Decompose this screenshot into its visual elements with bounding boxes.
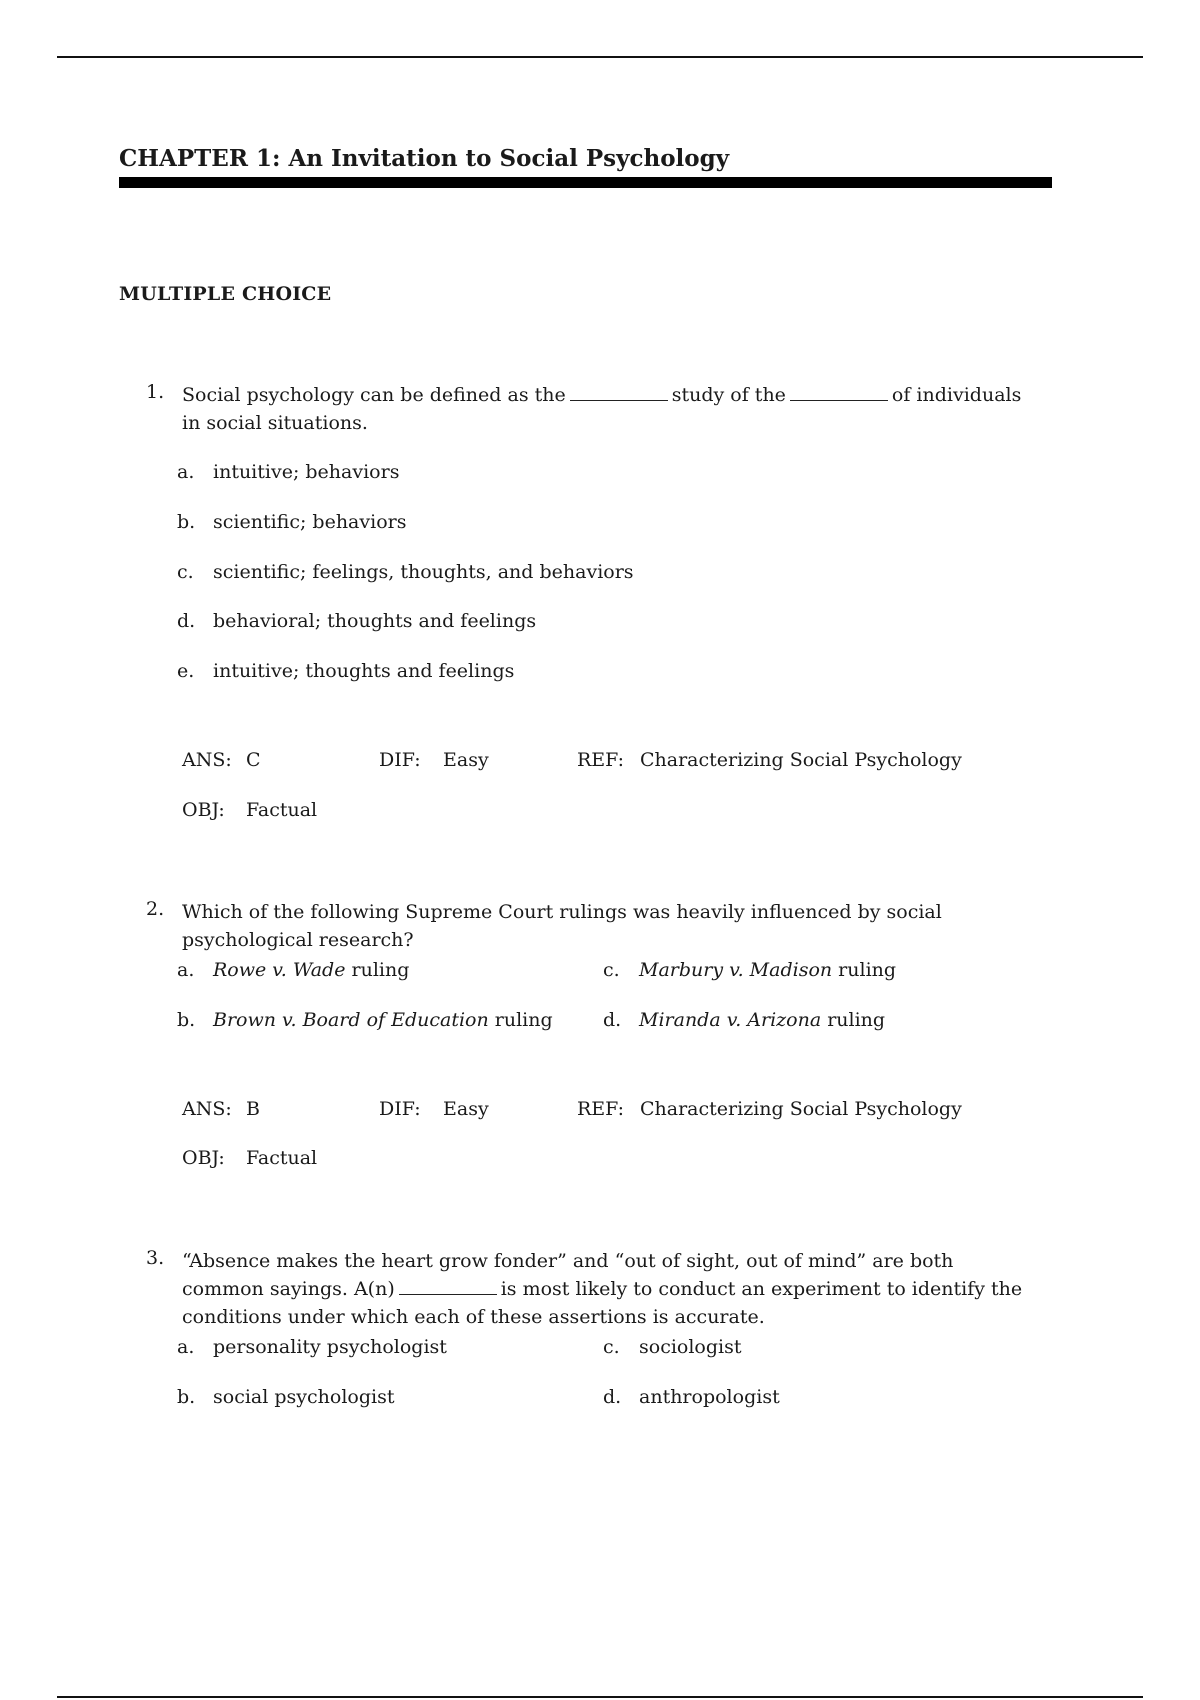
question-1-text-part3: of individuals in social situations.: [182, 384, 1022, 434]
question-2-dif-label: DIF:: [379, 1098, 421, 1120]
question-3-text: [182, 1247, 1032, 1331]
question-2-ref-label: REF:: [577, 1098, 625, 1120]
question-1-text-part2: study of the: [671, 384, 786, 406]
question-2-option-c: c. Marbury v. Madison ruling: [603, 959, 897, 981]
question-1-blank-1: [570, 400, 668, 401]
question-3-text-part2: is most likely to conduct an experiment to identify the conditions under which each of these assertions is accurate.: [182, 1278, 1023, 1328]
question-3-text-part1: “Absence makes the heart grow fonder” and “out of sight, out of mind” are both common sayings. A(n): [182, 1250, 954, 1300]
question-2-text: Which of the following Supreme Court rulings was heavily influenced by social psychological research?: [182, 901, 942, 951]
question-2-ans-label: ANS:: [182, 1098, 232, 1120]
question-2-number: 2.: [146, 898, 165, 920]
question-1-option-a: a. intuitive; behaviors: [177, 461, 400, 483]
question-3-option-d: d. anthropologist: [603, 1386, 780, 1408]
section-heading: MULTIPLE CHOICE: [119, 283, 332, 305]
question-3-number: 3.: [146, 1247, 165, 1269]
question-2-option-d: d. Miranda v. Arizona ruling: [603, 1009, 886, 1031]
question-1-option-d: d. behavioral; thoughts and feelings: [177, 610, 537, 632]
question-1-ref-label: REF:: [577, 749, 625, 771]
question-1-option-c: c. scientific; feelings, thoughts, and behaviors: [177, 561, 634, 583]
question-2-obj-value: Factual: [246, 1147, 318, 1169]
question-1-dif-value: Easy: [443, 749, 489, 771]
page-top-rule: [57, 56, 1143, 58]
question-1-ans-label: ANS:: [182, 749, 232, 771]
question-2-option-b: b. Brown v. Board of Education ruling: [177, 1009, 553, 1031]
question-1-option-b: b. scientific; behaviors: [177, 511, 407, 533]
question-1-option-e: e. intuitive; thoughts and feelings: [177, 660, 515, 682]
question-1-ans-value: C: [246, 749, 261, 771]
question-3-option-c: c. sociologist: [603, 1336, 742, 1358]
question-1-number: 1.: [146, 381, 165, 403]
question-1-dif-label: DIF:: [379, 749, 421, 771]
question-2-obj-label: OBJ:: [182, 1147, 225, 1169]
question-1-blank-2: [790, 400, 888, 401]
chapter-title: CHAPTER 1: An Invitation to Social Psychology: [119, 145, 730, 172]
question-3-blank: [399, 1294, 497, 1295]
page-bottom-rule: [57, 1696, 1143, 1698]
question-1-obj-value: Factual: [246, 799, 318, 821]
question-2-ans-value: B: [246, 1098, 260, 1120]
question-2-ref-value: Characterizing Social Psychology: [640, 1098, 962, 1120]
question-1-text-part1: Social psychology can be defined as the: [182, 384, 566, 406]
question-3-option-b: b. social psychologist: [177, 1386, 395, 1408]
question-1-ref-value: Characterizing Social Psychology: [640, 749, 962, 771]
question-2-dif-value: Easy: [443, 1098, 489, 1120]
question-1-text: [182, 381, 1042, 437]
chapter-title-bar: [119, 177, 1052, 188]
question-1-obj-label: OBJ:: [182, 799, 225, 821]
question-3-option-a: a. personality psychologist: [177, 1336, 447, 1358]
question-2-option-a: a. Rowe v. Wade ruling: [177, 959, 410, 981]
